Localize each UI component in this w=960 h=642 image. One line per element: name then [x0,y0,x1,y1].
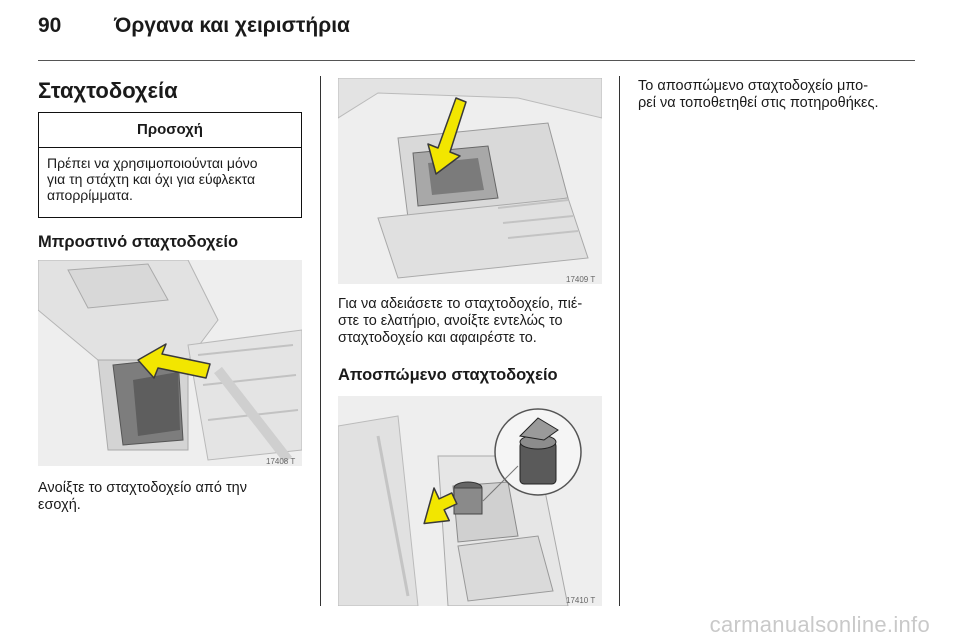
column-separator-right [619,76,620,606]
caution-line: για τη στάχτη και όχι για εύφλεκτα [47,171,256,187]
figure-number: 17409 T [566,275,596,284]
page-number: 90 [38,14,62,37]
removable-ashtray-heading: Αποσπώμενο σταχτοδοχείο [338,366,558,384]
caution-text [39,148,301,203]
column-separator-left [320,76,321,606]
section-title: Σταχτοδοχεία [38,78,178,103]
removable-ashtray-illustration [338,396,602,606]
front-ashtray-text [38,480,247,514]
ashtray-open-illustration [338,78,602,284]
text-line: Το αποσπώμενο σταχτοδοχείο μπο- [638,78,869,94]
header-rule [38,60,915,61]
removable-ashtray-text [638,78,879,112]
chapter-title: Όργανα και χειριστήρια [114,14,350,37]
caution-title: Προσοχή [39,113,301,148]
text-line: σταχτοδοχείο και αφαιρέστε το. [338,330,537,346]
text-line: Ανοίξτε το σταχτοδοχείο από την [38,480,247,496]
text-line: ρεί να τοποθετηθεί στις ποτηροθήκες. [638,95,879,111]
caution-line: απορρίμματα. [47,187,133,203]
text-line: εσοχή. [38,497,81,513]
caution-line: Πρέπει να χρησιμοποιούνται μόνο [47,155,258,171]
text-line: Για να αδειάσετε το σταχτοδοχείο, πιέ- [338,296,583,312]
front-ashtray-heading: Μπροστινό σταχτοδοχείο [38,233,239,251]
figure-number: 17408 T [266,457,296,466]
figure-number: 17410 T [566,596,596,605]
watermark: carmanualsonline.info [709,612,930,637]
front-ashtray-illustration [38,260,302,466]
caution-box [38,112,302,218]
text-line: στε το ελατήριο, ανοίξτε εντελώς το [338,313,563,329]
empty-ashtray-text [338,296,582,347]
